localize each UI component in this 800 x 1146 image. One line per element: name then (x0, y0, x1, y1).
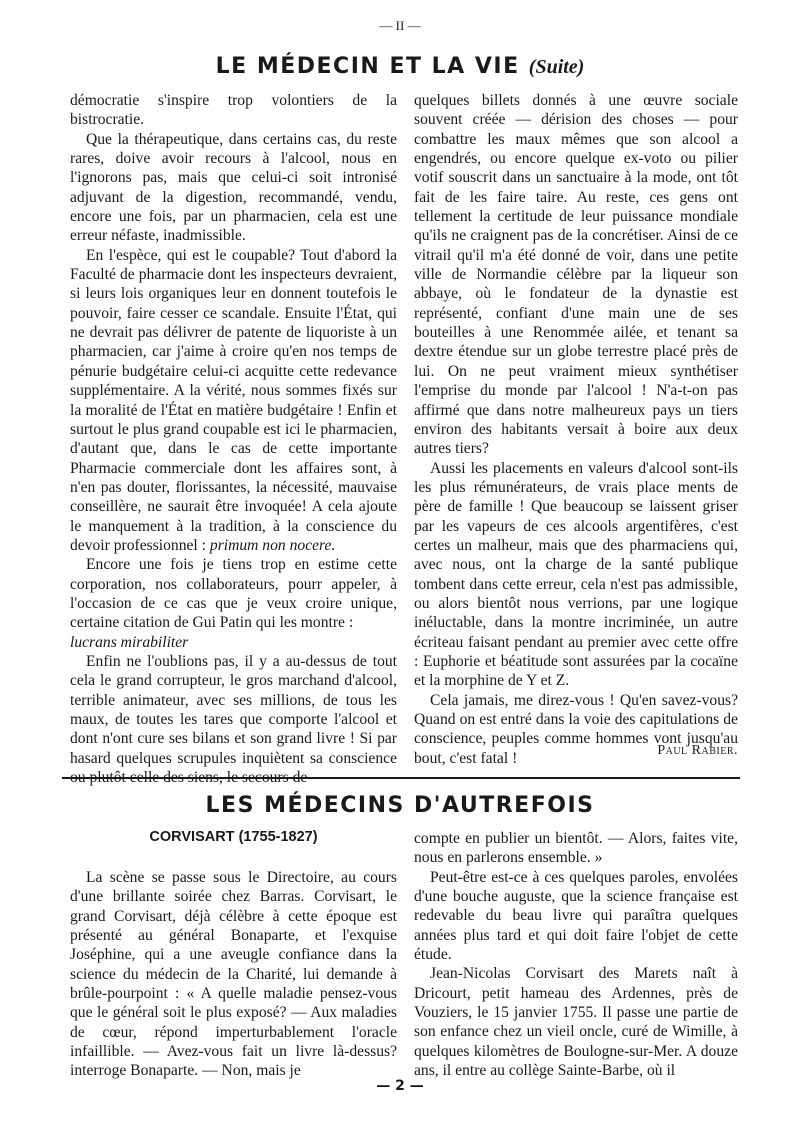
article2-right-column (414, 829, 738, 1080)
latin-quote: primum non nocere. (209, 536, 336, 554)
paragraph: Jean-Nicolas Corvisart des Marets naît à Dricourt, petit hameau des Ardennes, près de Vouziers, le 15 janvier 1755. Il passe une partie de son enfance chez un vieil oncle, curé de Wimille, à quelques kilomètres de Boulogne-sur-Mer. A douze ans, il entre au collège Sainte-Barbe, où il (414, 965, 738, 1080)
paragraph: Aussi les placements en valeurs d'alcool sont-ils les plus rémunérateurs, de vrais place ments de père de famille ! Que beaucoup se laissent griser par les vapeurs de ces alcools argentifères, c'est certes un malheur, mais que des pharmaciens qui, avec nous, ont la charge de la santé publique tombent dans cette erreur, cela n'est pas admissible, ou alors bientôt nous verrions, par une logique inéluctable, dans la montre incriminée, un autre écriteau faisant pendant au premier avec cette offre : Euphorie et béatitude sont assurées par la cocaïne et la morphine de Y et Z. (414, 459, 738, 690)
paragraph: Enfin ne l'oublions pas, il y a au-dessus de tout cela le grand corrupteur, le gros marchand d'alcool, terrible animateur, avec ses millions, de tous les maux, de toutes les tares que comporte l'alcool et dont n'ont cure ses bilans et son grand livre ! Si par hasard quelques scrupules inquiètent sa conscience ou plutôt celle des siens, le secours de (70, 652, 397, 787)
paragraph-text: En l'espèce, qui est le coupable? Tout d'abord la Faculté de pharmacie dont les inspecteurs devraient, si leurs lois organiques leur en donnent toutefois le pouvoir, faire cesser ce scandale. Ensuite l'État, qui ne devrait pas délivrer de patente de liquoriste à un pharmacien, car j'aime à croire qu'en nos temps de pénurie budgétaire celui-ci acquitte cette redevance supplémentaire. A la vérité, nous sommes fixés sur la moralité de l'État en matière budgétaire ! Enfin et surtout le plus grand coupable est ici le pharmacien, d'autant que, dans le cas de cette importante Pharmacie commerciale dont les affaires sont, à n'en pas douter, florissantes, la nécessité, mauvaise conseillère, ne saurait être invoquée! A cela ajoute le manquement à la tradition, à la conscience du devoir professionnel : (70, 246, 397, 554)
section-title: LES MÉDECINS D'AUTREFOIS (205, 793, 595, 818)
paragraph: Encore une fois je tiens trop en estime cette corporation, nos collaborateurs, pourr appeler, à l'occasion de ce cas que je veux croire unique, certaine citation de Gui Patin qui les montre : (70, 556, 397, 632)
paragraph: Que la thérapeutique, dans certains cas, du reste rares, doive avoir recours à l'alcool, nous en l'ignorons pas, mais que celui-ci soit intronisé adjuvant de la digestion, recommandé, vendu, encore une fois, par un pharmacien, cela est une erreur néfaste, inadmissible. (70, 130, 397, 245)
paragraph: Peut-être est-ce à ces quelques paroles, envolées d'une bouche auguste, que la science française est redevable du beau livre qui paraîtra quelques années plus tard et qui doit faire l'objet de cette étude. (414, 868, 738, 964)
article1-right-column (414, 91, 738, 768)
article-title (0, 54, 800, 79)
article-title-suffix: (Suite) (528, 56, 585, 78)
page-number: — 2 — (376, 1078, 424, 1094)
latin-quote: lucrans mirabiliter (70, 633, 189, 651)
paragraph: démocratie s'inspire trop volontiers de la bistrocratie. (70, 92, 397, 129)
paragraph: Cela jamais, me direz-vous ! Qu'en savez-vous? Quand on est entré dans la voie des capitulations de conscience, peuples comme hommes vont jusqu'au bout, c'est fatal ! (414, 691, 738, 767)
paragraph (70, 246, 397, 556)
section-divider (62, 777, 740, 779)
article1-left-column (70, 91, 397, 787)
paragraph: La scène se passe sous le Directoire, au cours d'une brillante soirée chez Barras. Corvisart, le grand Corvisart, déjà célèbre à cette époque est présenté au général Bonaparte, et l'exquise Joséphine, qui a une aveugle confiance dans la science du médecin de la Charité, lui demande à brûle-pourpoint : « A quelle maladie pensez-vous que le général soit le plus exposé? — Aux maladies de cœur, répond imperturbablement l'oracle infaillible. — Avez-vous fait un livre là-dessus? interroge Bonaparte. — Non, mais je (70, 869, 397, 1080)
page-folio-top: — II — (379, 18, 421, 33)
article-title-text: LE MÉDECIN ET LA VIE (215, 54, 520, 79)
section-subtitle: CORVISART (1755-1827) (149, 829, 318, 845)
paragraph: compte en publier un bientôt. — Alors, faites vite, nous en parlerons ensemble. » (414, 830, 738, 867)
article2-left-column (70, 868, 397, 1081)
author-signature: Paul Rabier. (657, 743, 738, 758)
paragraph: quelques billets donnés à une œuvre sociale souvent créée — dérision des choses — pour combattre les maux mêmes que son alcool a engendrés, ou encore quelque ex-voto ou pilier votif souscrit dans un sanctuaire à la mode, ont tôt fait de les faire taire. Au reste, ces gens ont tellement la certitude de leur puissance mondiale qu'ils ne craignent pas de la concrétiser. Ainsi de ce vitrail qu'il m'a été donné de voir, dans une petite ville de Normandie célèbre par la liqueur son abbaye, où le fondateur de la dynastie est représenté, confiant d'une main une de ses bouteilles à une Renommée ailée, et tenant sa dextre étendue sur un globe terrestre placé près de lui. On ne peut vraiment mieux synthétiser l'emprise du monde par l'alcool ! N'a-t-on pas affirmé que dans notre malheureux pays un tiers environ des habitants versait à boire aux deux autres tiers? (414, 92, 738, 458)
